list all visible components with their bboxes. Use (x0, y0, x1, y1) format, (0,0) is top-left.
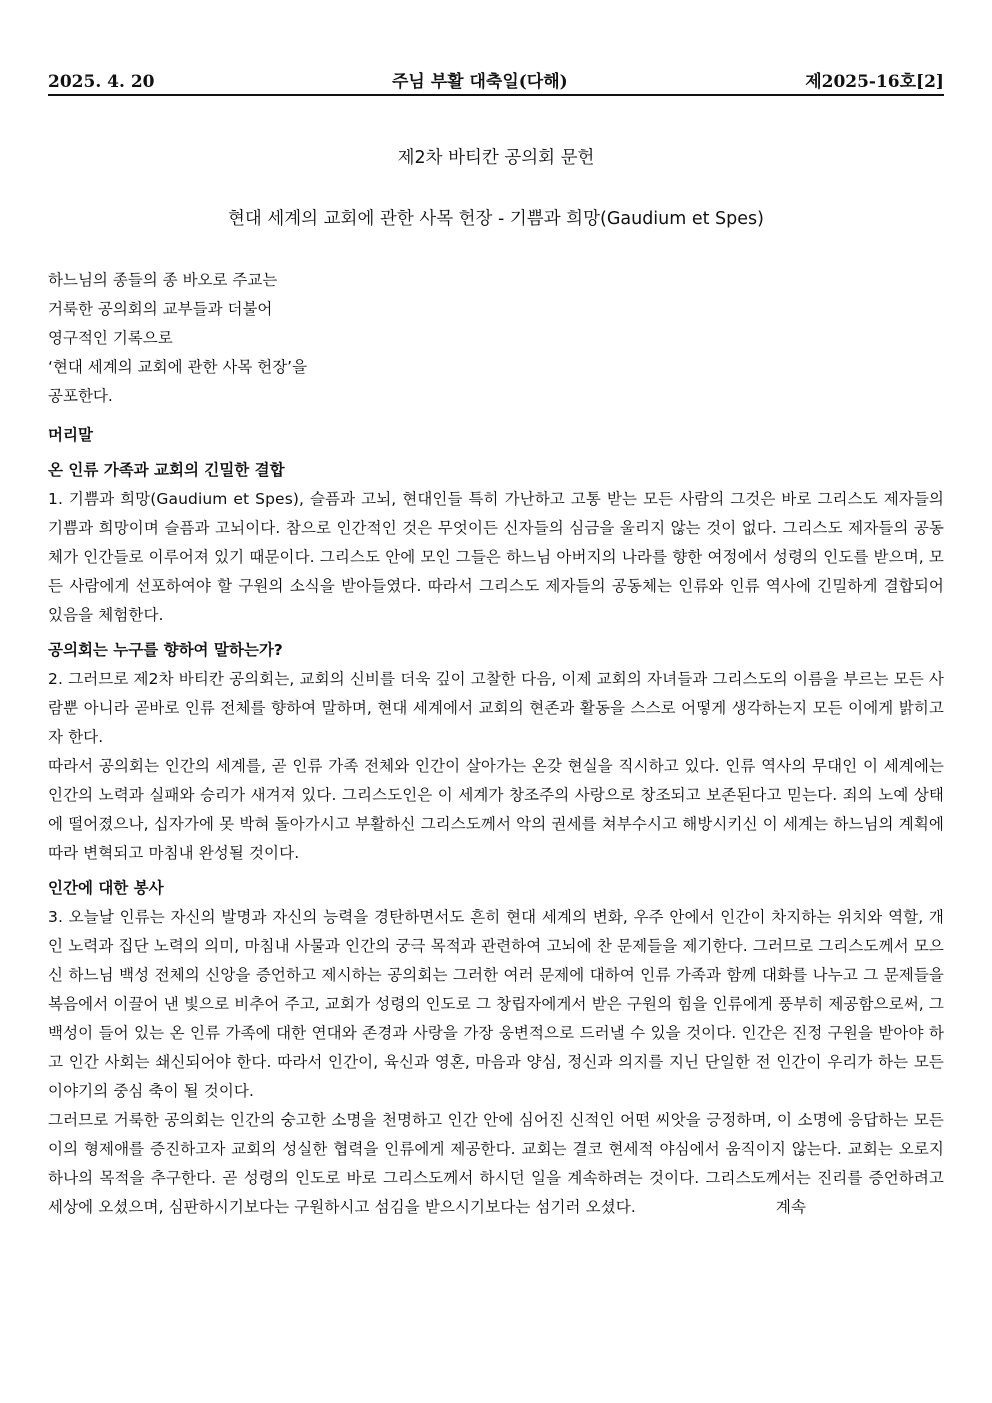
header-date: 2025. 4. 20 (48, 72, 155, 92)
promulgation-intro (48, 266, 944, 411)
intro-line: 영구적인 기록으로 (48, 329, 173, 347)
section (48, 636, 944, 868)
preface-heading: 머리말 (48, 426, 93, 444)
paragraph: 1. 기쁨과 희망(Gaudium et Spes), 슬픔과 고뇌, 현대인들 특히 가난하고 고통 받는 모든 사람의 그것은 바로 그리스도 제자들의 기쁨과 희망이며 슬픔과 고뇌이다. 참으로 인간적인 것은 무엇이든 신자들의 심금을 울리지 않는 것이 없다. 그리스도 제자들의 공동체가 인간들로 이루어져 있기 때문이다. 그리스도 안에 모인 그들은 하느님 아버지의 나라를 향한 여정에서 성령의 인도를 받으며, 모든 사람에게 선포하여야 할 구원의 소식을 받아들였다. 따라서 그리스도 제자들의 공동체는 인류와 인류 역사에 긴밀하게 결합되어 있음을 체험한다. (48, 490, 944, 624)
intro-line: 공포한다. (48, 387, 113, 405)
document-title: 제2차 바티칸 공의회 문헌 (397, 148, 595, 168)
paragraph (48, 1106, 944, 1222)
paragraph-text: 그러므로 거룩한 공의회는 인간의 숭고한 소명을 천명하고 인간 안에 심어진 신적인 어떤 씨앗을 긍정하며, 이 소명에 응답하는 모든 이의 형제애를 증진하고자 교회의 성실한 협력을 인류에게 제공한다. 교회는 결코 현세적 야심에서 움직이지 않는다. 교회는 오로지 하나의 목적을 추구한다. 곧 성령의 인도로 바로 그리스도께서 하시던 일을 계속하려는 것이다. 그리스도께서는 진리를 증언하려고 세상에 오셨으며, 심판하시기보다는 구원하시고 섬김을 받으시기보다는 섬기러 오셨다. (48, 1111, 944, 1216)
paragraph: 3. 오늘날 인류는 자신의 발명과 자신의 능력을 경탄하면서도 흔히 현대 세계의 변화, 우주 안에서 인간이 차지하는 위치와 역할, 개인 노력과 집단 노력의 의미, 마침내 사물과 인간의 궁극 목적과 관련하여 고뇌에 찬 문제들을 제기한다. 그러므로 그리스도께서 모으신 하느님 백성 전체의 신앙을 증언하고 제시하는 공의회는 그러한 여러 문제에 대하여 인류 가족과 함께 대화를 나누고 그 문제들을 복음에서 이끌어 낸 빛으로 비추어 주고, 교회가 성령의 인도로 그 창립자에게서 받은 구원의 힘을 인류에게 풍부히 제공함으로써, 그 백성이 들어 있는 온 인류 가족에 대한 연대와 존경과 사랑을 가장 웅변적으로 드러낼 수 있을 것이다. 인간은 진정 구원을 받아야 하고 인간 사회는 쇄신되어야 한다. 따라서 인간이, 육신과 영혼, 마음과 양심, 정신과 의지를 지닌 단일한 전 인간이 우리가 하는 모든 이야기의 중심 축이 될 것이다. (48, 908, 944, 1100)
intro-line: ‘현대 세계의 교회에 관한 사목 헌장’을 (48, 358, 308, 376)
section-heading: 온 인류 가족과 교회의 긴밀한 결합 (48, 461, 285, 479)
section-heading: 공의회는 누구를 향하여 말하는가? (48, 641, 283, 659)
document-subtitle: 현대 세계의 교회에 관한 사목 헌장 - 기쁨과 희망(Gaudium et Spes) (227, 209, 764, 229)
section (48, 456, 944, 630)
continued-label: 계속 (775, 1198, 807, 1216)
header-issue: 제2025-16호[2] (805, 72, 944, 92)
bulletin-header (48, 66, 944, 96)
document-page (48, 66, 944, 1222)
intro-line: 하느님의 종들의 종 바오로 주교는 (48, 271, 278, 289)
paragraph: 따라서 공의회는 인간의 세계를, 곧 인류 가족 전체와 인간이 살아가는 온갖 현실을 직시하고 있다. 인류 역사의 무대인 이 세계에는 인간의 노력과 실패와 승리가 새겨져 있다. 그리스도인은 이 세계가 창조주의 사랑으로 창조되고 보존된다고 믿는다. 죄의 노예 상태에 떨어졌으나, 십자가에 못 박혀 돌아가시고 부활하신 그리스도께서 악의 권세를 쳐부수시고 해방시키신 이 세계는 하느님의 계획에 따라 변혁되고 마침내 완성될 것이다. (48, 757, 944, 862)
paragraph: 2. 그러므로 제2차 바티칸 공의회는, 교회의 신비를 더욱 깊이 고찰한 다음, 이제 교회의 자녀들과 그리스도의 이름을 부르는 모든 사람뿐 아니라 곧바로 인류 전체를 향하여 말하며, 현대 세계에서 교회의 현존과 활동을 스스로 어떻게 생각하는지 모든 이에게 밝히고자 한다. (48, 670, 944, 746)
section (48, 874, 944, 1222)
header-feast: 주님 부활 대축일(다해) (391, 72, 568, 92)
section-heading: 인간에 대한 봉사 (48, 879, 164, 897)
intro-line: 거룩한 공의회의 교부들과 더불어 (48, 300, 273, 318)
